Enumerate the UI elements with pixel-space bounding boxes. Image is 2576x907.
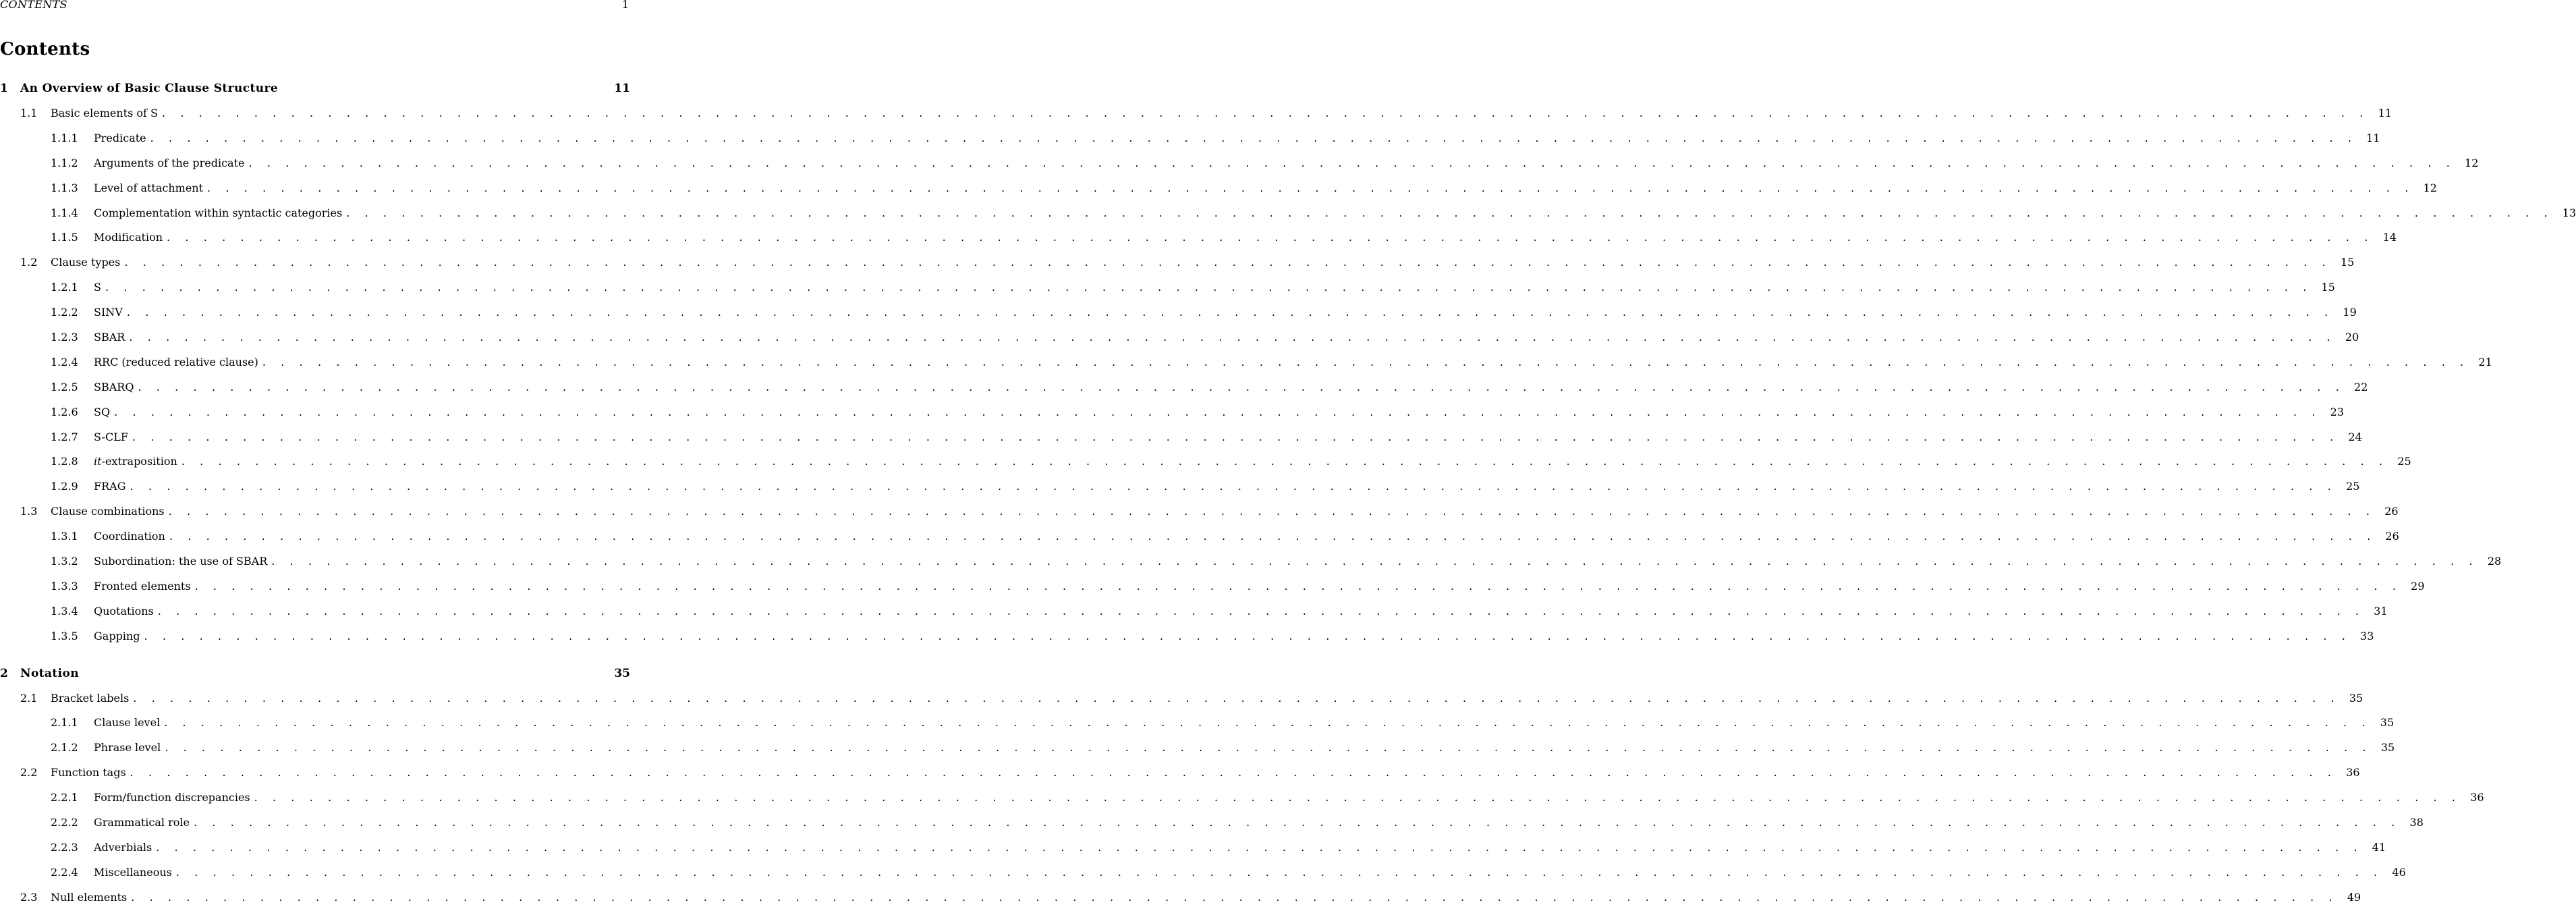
toc-entry-title xyxy=(94,157,248,169)
running-header xyxy=(0,0,630,13)
toc-entry-page-number: 22 xyxy=(2354,381,2368,393)
toc-subsection-entry[interactable] xyxy=(0,306,2357,322)
toc-leader-dots: . . . . . . . . . . . . . . . . . . . . . . . . . . . . . . . . . . . . . . . . . . . . . . . . . . . . . . . . . . . . . . . . . . . . . . . . . . . . . . . . . . . . . . . . . . . . . . . . . . . . . . . . . . . . . . . . . . . . . . . . xyxy=(254,791,2461,804)
toc-entry-page-number: 28 xyxy=(2487,555,2502,568)
toc-entry-title xyxy=(94,866,176,879)
toc-entry-title xyxy=(94,207,346,219)
toc-entry-title-text: Quotations xyxy=(94,605,154,617)
toc-entry-page-number: 15 xyxy=(2321,281,2335,294)
toc-entry-page-number: 26 xyxy=(2385,530,2399,543)
toc-entry-title xyxy=(51,505,169,518)
toc-entry-title-text: Modification xyxy=(94,231,163,244)
toc-entry-number: 1 xyxy=(0,82,8,95)
toc-entry-title-text: RRC (reduced relative clause) xyxy=(94,356,258,368)
toc-entry-title-text: Clause types xyxy=(51,256,121,269)
toc-entry-title-text: SBAR xyxy=(94,331,125,343)
toc-leader-dots: . . . . . . . . . . . . . . . . . . . . . . . . . . . . . . . . . . . . . . . . . . . . . . . . . . . . . . . . . . . . . . . . . . . . . . . . . . . . . . . . . . . . . . . . . . . . . . . . . . . . . . . . . . . . . . . . . . . . . . . . xyxy=(144,630,2351,642)
toc-entry-title xyxy=(94,530,169,543)
toc-entry-title xyxy=(51,891,131,904)
toc-leader-dots: . . . . . . . . . . . . . . . . . . . . . . . . . . . . . . . . . . . . . . . . . . . . . . . . . . . . . . . . . . . . . . . . . . . . . . . . . . . . . . . . . . . . . . . . . . . . . . . . . . . . . . . . . . . . . . . . . . . . . . . . xyxy=(262,356,2469,368)
toc-leader-dots: . . . . . . . . . . . . . . . . . . . . . . . . . . . . . . . . . . . . . . . . . . . . . . . . . . . . . . . . . . . . . . . . . . . . . . . . . . . . . . . . . . . . . . . . . . . . . . . . . . . . . . . . . . . . . . . . . . . . . . . . xyxy=(150,132,2357,144)
toc-entry-number: 1.3.1 xyxy=(51,530,78,543)
toc-entry-page-number: 49 xyxy=(2347,891,2361,904)
toc-subsection-entry[interactable] xyxy=(0,816,2424,832)
toc-leader-dots: . . . . . . . . . . . . . . . . . . . . . . . . . . . . . . . . . . . . . . . . . . . . . . . . . . . . . . . . . . . . . . . . . . . . . . . . . . . . . . . . . . . . . . . . . . . . . . . . . . . . . . . . . . . . . . . . . . . . . . . . xyxy=(124,256,2332,269)
toc-entry-number: 1.1.2 xyxy=(51,157,78,169)
toc-entry-title-text: SQ xyxy=(94,406,111,418)
toc-section-entry[interactable] xyxy=(0,692,2363,708)
toc-leader-dots: . . . . . . . . . . . . . . . . . . . . . . . . . . . . . . . . . . . . . . . . . . . . . . . . . . . . . . . . . . . . . . . . . . . . . . . . . . . . . . . . . . . . . . . . . . . . . . . . . . . . . . . . . . . . . . . . . . . . . . . . xyxy=(138,381,2345,393)
toc-entry-number: 2.1.2 xyxy=(51,741,78,754)
toc-entry-number: 2 xyxy=(0,667,8,680)
toc-entry-page-number: 11 xyxy=(614,82,630,95)
toc-entry-page-number: 11 xyxy=(2366,132,2380,144)
toc-entry-title xyxy=(20,667,83,680)
toc-entry-title-text: Adverbials xyxy=(94,841,152,854)
toc-entry-page-number: 35 xyxy=(2380,716,2395,729)
toc-entry-number: 1.1.4 xyxy=(51,207,78,219)
toc-subsection-entry[interactable] xyxy=(0,741,2395,757)
toc-entry-number: 2.3 xyxy=(20,891,38,904)
toc-entry-title-text: Null elements xyxy=(51,891,128,904)
toc-entry-title xyxy=(94,630,144,642)
toc-entry-number: 1.2.9 xyxy=(51,480,78,493)
toc-entry-title-text: -extraposition xyxy=(101,455,177,468)
toc-entry-title-text: S-CLF xyxy=(94,431,128,443)
toc-section-entry[interactable] xyxy=(0,891,2361,907)
toc-subsection-entry[interactable] xyxy=(0,555,2502,571)
toc-leader-dots: . . . . . . . . . . . . . . . . . . . . . . . . . . . . . . . . . . . . . . . . . . . . . . . . . . . . . . . . . . . . . . . . . . . . . . . . . . . . . . . . . . . . . . . . . . . . . . . . . . . . . . . . . . . . . . . . . . . . . . . . xyxy=(133,692,2341,705)
toc-entry-title-text: FRAG xyxy=(94,480,126,493)
toc-leader-dots: . . . . . . . . . . . . . . . . . . . . . . . . . . . . . . . . . . . . . . . . . . . . . . . . . . . . . . . . . . . . . . . . . . . . . . . . . . . . . . . . . . . . . . . . . . . . . . . . . . . . . . . . . . . . . . . . . . . . . . . . xyxy=(114,406,2322,418)
toc-subsection-entry[interactable] xyxy=(0,455,2411,471)
toc-entry-number: 1.2.6 xyxy=(51,406,78,418)
toc-subsection-entry[interactable] xyxy=(0,791,2484,807)
toc-entry-title-text: Fronted elements xyxy=(94,580,191,593)
toc-entry-number: 1.3.4 xyxy=(51,605,78,617)
toc-entry-number: 1.2.4 xyxy=(51,356,78,368)
toc-entry-number: 1.2.2 xyxy=(51,306,78,319)
toc-entry-page-number: 33 xyxy=(2360,630,2374,642)
toc-leader-dots: . . . . . . . . . . . . . . . . . . . . . . . . . . . . . . . . . . . . . . . . . . . . . . . . . . . . . . . . . . . . . . . . . . . . . . . . . . . . . . . . . . . . . . . . . . . . . . . . . . . . . . . . . . . . . . . . . . . . . . . . xyxy=(156,841,2363,854)
toc-entry-title-text: Form/function discrepancies xyxy=(94,791,250,804)
toc-subsection-entry[interactable] xyxy=(0,431,2362,447)
toc-entry-title xyxy=(94,431,132,443)
toc-leader-dots: . . . . . . . . . . . . . . . . . . . . . . . . . . . . . . . . . . . . . . . . . . . . . . . . . . . . . . . . . . . . . . . . . . . . . . . . . . . . . . . . . . . . . . . . . . . . . . . . . . . . . . . . . . . . . . . . . . . . . . . . xyxy=(167,231,2374,244)
toc-leader-dots: . . . . . . . . . . . . . . . . . . . . . . . . . . . . . . . . . . . . . . . . . . . . . . . . . . . . . . . . . . . . . . . . . . . . . . . . . . . . . . . . . . . . . . . . . . . . . . . . . . . . . . . . . . . . . . . . . . . . . . . . xyxy=(105,281,2312,294)
toc-entry-number: 1.1.5 xyxy=(51,231,78,244)
toc-entry-title xyxy=(94,605,158,617)
toc-entry-title xyxy=(94,791,254,804)
toc-leader-dots: . . . . . . . . . . . . . . . . . . . . . . . . . . . . . . . . . . . . . . . . . . . . . . . . . . . . . . . . . . . . . . . . . . . . . . . . . . . . . . . . . . . . . . . . . . . . . . . . . . . . . . . . . . . . . . . . . . . . . . . . xyxy=(165,741,2372,754)
toc-entry-number: 1.2.5 xyxy=(51,381,78,393)
toc-leader-dots: . . . . . . . . . . . . . . . . . . . . . . . . . . . . . . . . . . . . . . . . . . . . . . . . . . . . . . . . . . . . . . . . . . . . . . . . . . . . . . . . . . . . . . . . . . . . . . . . . . . . . . . . . . . . . . . . . . . . . . . . xyxy=(193,816,2401,829)
toc-entry-number: 1.1 xyxy=(20,107,38,119)
toc-leader-dots: . . . . . . . . . . . . . . . . . . . . . . . . . . . . . . . . . . . . . . . . . . . . . . . . . . . . . . . . . . . . . . . . . . . . . . . . . . . . . . . . . . . . . . . . . . . . . . . . . . . . . . . . . . . . . . . . . . . . . . . . xyxy=(169,530,2376,543)
toc-entry-title xyxy=(51,107,162,119)
toc-leader-dots: . . . . . . . . . . . . . . . . . . . . . . . . . . . . . . . . . . . . . . . . . . . . . . . . . . . . . . . . . . . . . . . . . . . . . . . . . . . . . . . . . . . . . . . . . . . . . . . . . . . . . . . . . . . . . . . . . . . . . . . . xyxy=(181,455,2388,468)
toc-entry-title xyxy=(94,841,156,854)
toc-chapter-entry[interactable] xyxy=(0,667,630,683)
toc-entry-page-number: 13 xyxy=(2562,207,2576,219)
toc-entry-number: 1.3.5 xyxy=(51,630,78,642)
toc-entry-title xyxy=(94,381,138,393)
toc-entry-number: 2.2.4 xyxy=(51,866,78,879)
toc-subsection-entry[interactable] xyxy=(0,207,2576,223)
toc-entry-page-number: 14 xyxy=(2382,231,2397,244)
toc-subsection-entry[interactable] xyxy=(0,157,2479,173)
toc-entry-page-number: 23 xyxy=(2330,406,2345,418)
toc-entry-number: 1.2.3 xyxy=(51,331,78,343)
toc-entry-page-number: 25 xyxy=(2397,455,2411,468)
toc-subsection-entry[interactable] xyxy=(0,866,2406,882)
toc-entry-title-text: Subordination: the use of SBAR xyxy=(94,555,268,568)
toc-entry-page-number: 41 xyxy=(2372,841,2386,854)
toc-entry-page-number: 12 xyxy=(2465,157,2479,169)
toc-leader-dots: . . . . . . . . . . . . . . . . . . . . . . . . . . . . . . . . . . . . . . . . . . . . . . . . . . . . . . . . . . . . . . . . . . . . . . . . . . . . . . . . . . . . . . . . . . . . . . . . . . . . . . . . . . . . . . . . . . . . . . . . xyxy=(130,480,2337,493)
toc-entry-page-number: 46 xyxy=(2392,866,2406,879)
toc-subsection-entry[interactable] xyxy=(0,231,2397,247)
toc-entry-number: 1.2.1 xyxy=(51,281,78,294)
toc-entry-number: 2.2.1 xyxy=(51,791,78,804)
toc-entry-title xyxy=(94,480,130,493)
toc-section-entry[interactable] xyxy=(0,107,2392,123)
toc-entry-page-number: 38 xyxy=(2409,816,2424,829)
toc-entry-title-text: Function tags xyxy=(51,766,126,779)
toc-entry-number: 1.1.1 xyxy=(51,132,78,144)
toc-entry-number: 1.2 xyxy=(20,256,38,269)
toc-leader-dots: . . . . . . . . . . . . . . . . . . . . . . . . . . . . . . . . . . . . . . . . . . . . . . . . . . . . . . . . . . . . . . . . . . . . . . . . . . . . . . . . . . . . . . . . . . . . . . . . . . . . . . . . . . . . . . . . . . . . . . . . xyxy=(126,306,2334,319)
toc-entry-title-text: Basic elements of S xyxy=(51,107,158,119)
toc-entry-title xyxy=(51,766,130,779)
toc-subsection-entry[interactable] xyxy=(0,605,2388,621)
toc-subsection-entry[interactable] xyxy=(0,841,2386,857)
toc-entry-page-number: 36 xyxy=(2470,791,2484,804)
toc-entry-title-text: Miscellaneous xyxy=(94,866,172,879)
page-title: Contents xyxy=(0,39,90,59)
running-header-page-number: 1 xyxy=(621,0,629,11)
toc-entry-number: 1.2.8 xyxy=(51,455,78,468)
toc-entry-number: 1.1.3 xyxy=(51,182,78,194)
toc-entry-number: 1.3.2 xyxy=(51,555,78,568)
toc-section-entry[interactable] xyxy=(0,256,2355,272)
toc-entry-title xyxy=(20,82,282,95)
toc-entry-title-italic: it xyxy=(94,455,102,468)
toc-entry-page-number: 35 xyxy=(2380,741,2395,754)
toc-entry-title xyxy=(94,182,207,194)
toc-leader-dots: . . . . . . . . . . . . . . . . . . . . . . . . . . . . . . . . . . . . . . . . . . . . . . . . . . . . . . . . . . . . . . . . . . . . . . . . . . . . . . . . . . . . . . . . . . . . . . . . . . . . . . . . . . . . . . . . . . . . . . . . xyxy=(131,891,2339,904)
toc-entry-title-text: Clause combinations xyxy=(51,505,165,518)
toc-subsection-entry[interactable] xyxy=(0,530,2399,546)
toc-subsection-entry[interactable] xyxy=(0,716,2395,732)
toc-entry-number: 2.2.2 xyxy=(51,816,78,829)
toc-entry-title-text: Notation xyxy=(20,667,79,680)
toc-subsection-entry[interactable] xyxy=(0,381,2368,397)
toc-entry-title xyxy=(94,331,129,343)
toc-subsection-entry[interactable] xyxy=(0,331,2359,347)
toc-entry-title xyxy=(94,281,105,294)
toc-entry-number: 1.2.7 xyxy=(51,431,78,443)
toc-entry-title-text: Gapping xyxy=(94,630,140,642)
toc-subsection-entry[interactable] xyxy=(0,182,2437,198)
toc-entry-number: 1.3 xyxy=(20,505,38,518)
toc-entry-title xyxy=(51,692,133,705)
toc-leader-dots: . . . . . . . . . . . . . . . . . . . . . . . . . . . . . . . . . . . . . . . . . . . . . . . . . . . . . . . . . . . . . . . . . . . . . . . . . . . . . . . . . . . . . . . . . . . . . . . . . . . . . . . . . . . . . . . . . . . . . . . . xyxy=(130,766,2337,779)
toc-entry-page-number: 26 xyxy=(2384,505,2399,518)
toc-leader-dots: . . . . . . . . . . . . . . . . . . . . . . . . . . . . . . . . . . . . . . . . . . . . . . . . . . . . . . . . . . . . . . . . . . . . . . . . . . . . . . . . . . . . . . . . . . . . . . . . . . . . . . . . . . . . . . . . . . . . . . . . xyxy=(175,866,2383,879)
toc-subsection-entry[interactable] xyxy=(0,281,2335,297)
toc-entry-title xyxy=(94,816,194,829)
toc-subsection-entry[interactable] xyxy=(0,630,2374,646)
toc-entry-title xyxy=(94,716,164,729)
toc-subsection-entry[interactable] xyxy=(0,356,2492,372)
toc-section-entry[interactable] xyxy=(0,766,2360,782)
toc-leader-dots: . . . . . . . . . . . . . . . . . . . . . . . . . . . . . . . . . . . . . . . . . . . . . . . . . . . . . . . . . . . . . . . . . . . . . . . . . . . . . . . . . . . . . . . . . . . . . . . . . . . . . . . . . . . . . . . . . . . . . . . . xyxy=(164,716,2372,729)
toc-leader-dots: . . . . . . . . . . . . . . . . . . . . . . . . . . . . . . . . . . . . . . . . . . . . . . . . . . . . . . . . . . . . . . . . . . . . . . . . . . . . . . . . . . . . . . . . . . . . . . . . . . . . . . . . . . . . . . . . . . . . . . . . xyxy=(129,331,2336,343)
toc-entry-page-number: 24 xyxy=(2348,431,2362,443)
toc-entry-page-number: 19 xyxy=(2343,306,2357,319)
toc-entry-title-text: Phrase level xyxy=(94,741,161,754)
toc-entry-title xyxy=(94,455,181,468)
toc-entry-title xyxy=(94,580,195,593)
toc-leader-dots: . . . . . . . . . . . . . . . . . . . . . . . . . . . . . . . . . . . . . . . . . . . . . . . . . . . . . . . . . . . . . . . . . . . . . . . . . . . . . . . . . . . . . . . . . . . . . . . . . . . . . . . . . . . . . . . . . . . . . . . . xyxy=(248,157,2456,169)
toc-entry-title-text: Complementation within syntactic categories xyxy=(94,207,343,219)
toc-entry-number: 2.2.3 xyxy=(51,841,78,854)
toc-section-entry[interactable] xyxy=(0,505,2399,521)
toc-entry-page-number: 11 xyxy=(2378,107,2392,119)
toc-entry-title xyxy=(94,132,150,144)
toc-leader-dots: . . . . . . . . . . . . . . . . . . . . . . . . . . . . . . . . . . . . . . . . . . . . . . . . . . . . . . . . . . . . . . . . . . . . . . . . . . . . . . . . . . . . . . . . . . . . . . . . . . . . . . . . . . . . . . . . . . . . . . . . xyxy=(194,580,2402,593)
toc-entry-title-text: Predicate xyxy=(94,132,146,144)
toc-leader-dots: . . . . . . . . . . . . . . . . . . . . . . . . . . . . . . . . . . . . . . . . . . . . . . . . . . . . . . . . . . . . . . . . . . . . . . . . . . . . . . . . . . . . . . . . . . . . . . . . . . . . . . . . . . . . . . . . . . . . . . . . xyxy=(157,605,2365,617)
toc-subsection-entry[interactable] xyxy=(0,406,2345,422)
toc-chapter-entry[interactable] xyxy=(0,82,630,98)
toc-entry-number: 2.1 xyxy=(20,692,38,705)
toc-entry-page-number: 29 xyxy=(2411,580,2425,593)
toc-entry-number: 2.2 xyxy=(20,766,38,779)
toc-entry-page-number: 20 xyxy=(2345,331,2359,343)
toc-leader-dots: . . . . . . . . . . . . . . . . . . . . . . . . . . . . . . . . . . . . . . . . . . . . . . . . . . . . . . . . . . . . . . . . . . . . . . . . . . . . . . . . . . . . . . . . . . . . . . . . . . . . . . . . . . . . . . . . . . . . . . . . xyxy=(271,555,2479,568)
toc-leader-dots: . . . . . . . . . . . . . . . . . . . . . . . . . . . . . . . . . . . . . . . . . . . . . . . . . . . . . . . . . . . . . . . . . . . . . . . . . . . . . . . . . . . . . . . . . . . . . . . . . . . . . . . . . . . . . . . . . . . . . . . . xyxy=(132,431,2339,443)
toc-entry-title xyxy=(94,231,167,244)
toc-entry-title xyxy=(94,555,271,568)
toc-entry-number: 1.3.3 xyxy=(51,580,78,593)
toc-subsection-entry[interactable] xyxy=(0,580,2425,596)
toc-entry-title xyxy=(94,356,262,368)
toc-entry-title-text: Clause level xyxy=(94,716,161,729)
toc-entry-title xyxy=(94,406,114,418)
toc-entry-title-text: Arguments of the predicate xyxy=(94,157,245,169)
toc-entry-title-text: SINV xyxy=(94,306,123,319)
toc-leader-dots: . . . . . . . . . . . . . . . . . . . . . . . . . . . . . . . . . . . . . . . . . . . . . . . . . . . . . . . . . . . . . . . . . . . . . . . . . . . . . . . . . . . . . . . . . . . . . . . . . . . . . . . . . . . . . . . . . . . . . . . . xyxy=(162,107,2369,119)
toc-entry-page-number: 35 xyxy=(2349,692,2363,705)
toc-leader-dots: . . . . . . . . . . . . . . . . . . . . . . . . . . . . . . . . . . . . . . . . . . . . . . . . . . . . . . . . . . . . . . . . . . . . . . . . . . . . . . . . . . . . . . . . . . . . . . . . . . . . . . . . . . . . . . . . . . . . . . . . xyxy=(207,182,2414,194)
toc-entry-number: 2.1.1 xyxy=(51,716,78,729)
toc-entry-title xyxy=(51,256,124,269)
toc-entry-page-number: 36 xyxy=(2346,766,2360,779)
toc-entry-title-text: Grammatical role xyxy=(94,816,190,829)
toc-entry-title xyxy=(94,306,127,319)
running-header-title: CONTENTS xyxy=(0,0,67,11)
toc-entry-page-number: 12 xyxy=(2423,182,2437,194)
toc-subsection-entry[interactable] xyxy=(0,480,2360,496)
toc-entry-page-number: 35 xyxy=(614,667,630,680)
toc-entry-title-text: Bracket labels xyxy=(51,692,130,705)
toc-entry-title-text: Coordination xyxy=(94,530,165,543)
toc-entry-title-text: S xyxy=(94,281,101,294)
toc-entry-page-number: 15 xyxy=(2340,256,2355,269)
toc-leader-dots: . . . . . . . . . . . . . . . . . . . . . . . . . . . . . . . . . . . . . . . . . . . . . . . . . . . . . . . . . . . . . . . . . . . . . . . . . . . . . . . . . . . . . . . . . . . . . . . . . . . . . . . . . . . . . . . . . . . . . . . . xyxy=(346,207,2554,219)
toc-entry-page-number: 21 xyxy=(2478,356,2492,368)
toc-entry-title-text: An Overview of Basic Clause Structure xyxy=(20,82,279,95)
toc-entry-title-text: SBARQ xyxy=(94,381,134,393)
toc-entry-page-number: 25 xyxy=(2346,480,2360,493)
toc-entry-title xyxy=(94,741,165,754)
toc-entry-title-text: Level of attachment xyxy=(94,182,204,194)
toc-entry-page-number: 31 xyxy=(2374,605,2388,617)
toc-leader-dots: . . . . . . . . . . . . . . . . . . . . . . . . . . . . . . . . . . . . . . . . . . . . . . . . . . . . . . . . . . . . . . . . . . . . . . . . . . . . . . . . . . . . . . . . . . . . . . . . . . . . . . . . . . . . . . . . . . . . . . . . xyxy=(168,505,2376,518)
toc-subsection-entry[interactable] xyxy=(0,132,2380,148)
